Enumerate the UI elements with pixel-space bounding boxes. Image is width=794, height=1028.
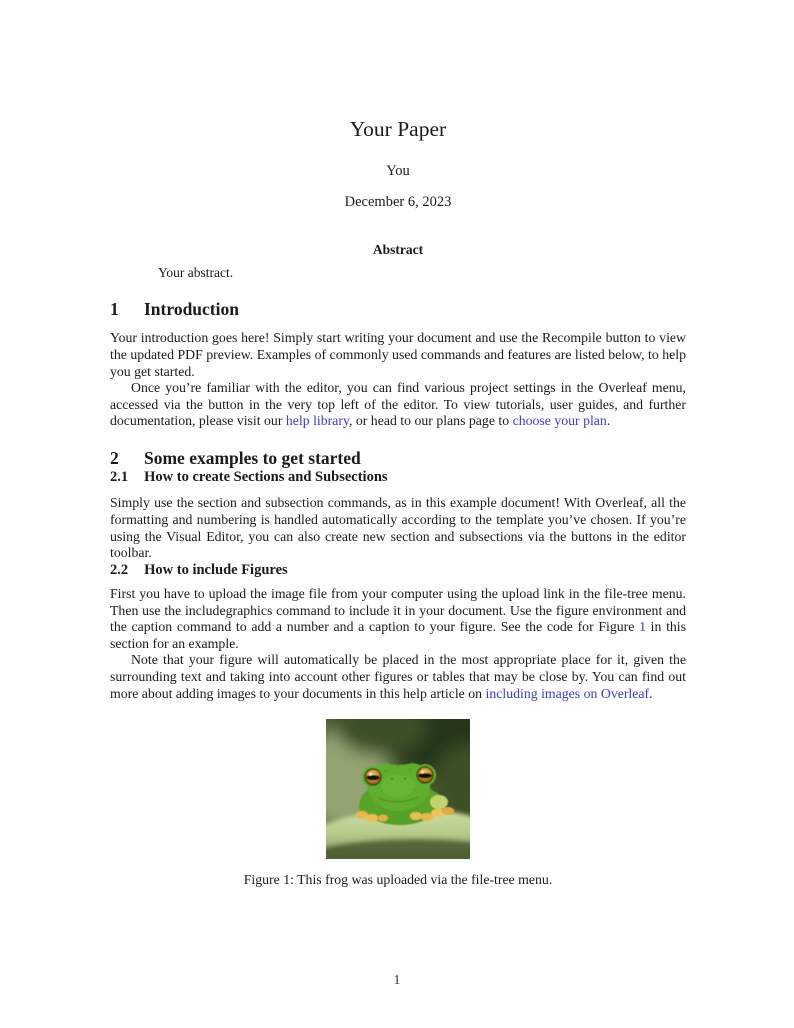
paper-title: Your Paper: [349, 117, 447, 141]
section-2-number: 2: [110, 447, 119, 468]
section-1-paragraph-2: [110, 380, 686, 430]
figure-1-reference-link[interactable]: 1: [639, 619, 646, 635]
subsection-2-1-title: How to create Sections and Subsections: [144, 468, 388, 485]
paragraph-text: Note that your figure will automatically be placed in the most appropriate place for it, given the surrounding text and taking into account other figures or tables that may be close by. You can find out more about adding images to your documents in this help article on: [110, 652, 686, 701]
section-1-heading: [110, 299, 686, 320]
paper-content: [110, 0, 686, 889]
help-library-link[interactable]: help library: [285, 413, 349, 429]
including-images-overleaf-link[interactable]: including images on Overleaf: [485, 685, 650, 701]
figure-1: [110, 719, 686, 889]
subsection-2-1-number: 2.1: [110, 468, 129, 485]
choose-your-plan-link[interactable]: choose your plan: [512, 413, 607, 429]
section-2-title: Some examples to get started: [144, 447, 361, 468]
abstract-heading: Abstract: [372, 241, 424, 257]
section-1-title: Introduction: [144, 299, 239, 320]
paragraph-text: .: [649, 685, 653, 701]
paragraph-text: Once you’re familiar with the editor, you can find various project settings in the Overleaf menu, accessed via the button in the very top left of the editor. To view tutorials, user guides, and further documentation, please visit our: [110, 380, 686, 429]
subsection-2-1-heading: [110, 469, 686, 486]
subsection-2-2-number: 2.2: [110, 561, 129, 578]
subsection-2-2-title: How to include Figures: [144, 561, 288, 578]
paper-date: December 6, 2023: [344, 194, 452, 211]
abstract-text: Your abstract.: [158, 264, 234, 280]
frog-photo: [326, 719, 470, 859]
figure-1-caption: Figure 1: This frog was uploaded via the file-tree menu.: [243, 872, 553, 888]
paragraph-text: in this section for an example.: [110, 619, 686, 651]
subsection-2-1-paragraph: Simply use the section and subsection commands, as in this example document! With Overleaf, all the formatting and numbering is handled automatically according to the template you’ve chosen. If you’re using the Visual Editor, you can also create new section and subsections via the buttons in the editor toolbar.: [110, 495, 686, 561]
paragraph-text: .: [606, 413, 611, 429]
subsection-2-2-paragraph-1: [110, 586, 686, 652]
section-1-paragraph-1: Your introduction goes here! Simply start writing your document and use the Recompile button to view the updated PDF preview. Examples of commonly used commands and features are listed below, to help you get started.: [110, 330, 686, 379]
section-2-heading: [110, 448, 686, 469]
subsection-2-2-paragraph-2: [110, 652, 686, 702]
paragraph-text: , or head to our plans page to: [348, 413, 513, 429]
subsection-2-2-heading: [110, 562, 686, 579]
section-1-number: 1: [110, 299, 119, 320]
paper-author: You: [386, 162, 410, 179]
page-number: 1: [393, 972, 401, 987]
paragraph-text: First you have to upload the image file from your computer using the upload link in the file-tree menu. Then use the includegraphics command to include it in your document. Use the figure environment and the caption command to add a number and a caption to your figure. See the code for Figure: [110, 586, 686, 635]
